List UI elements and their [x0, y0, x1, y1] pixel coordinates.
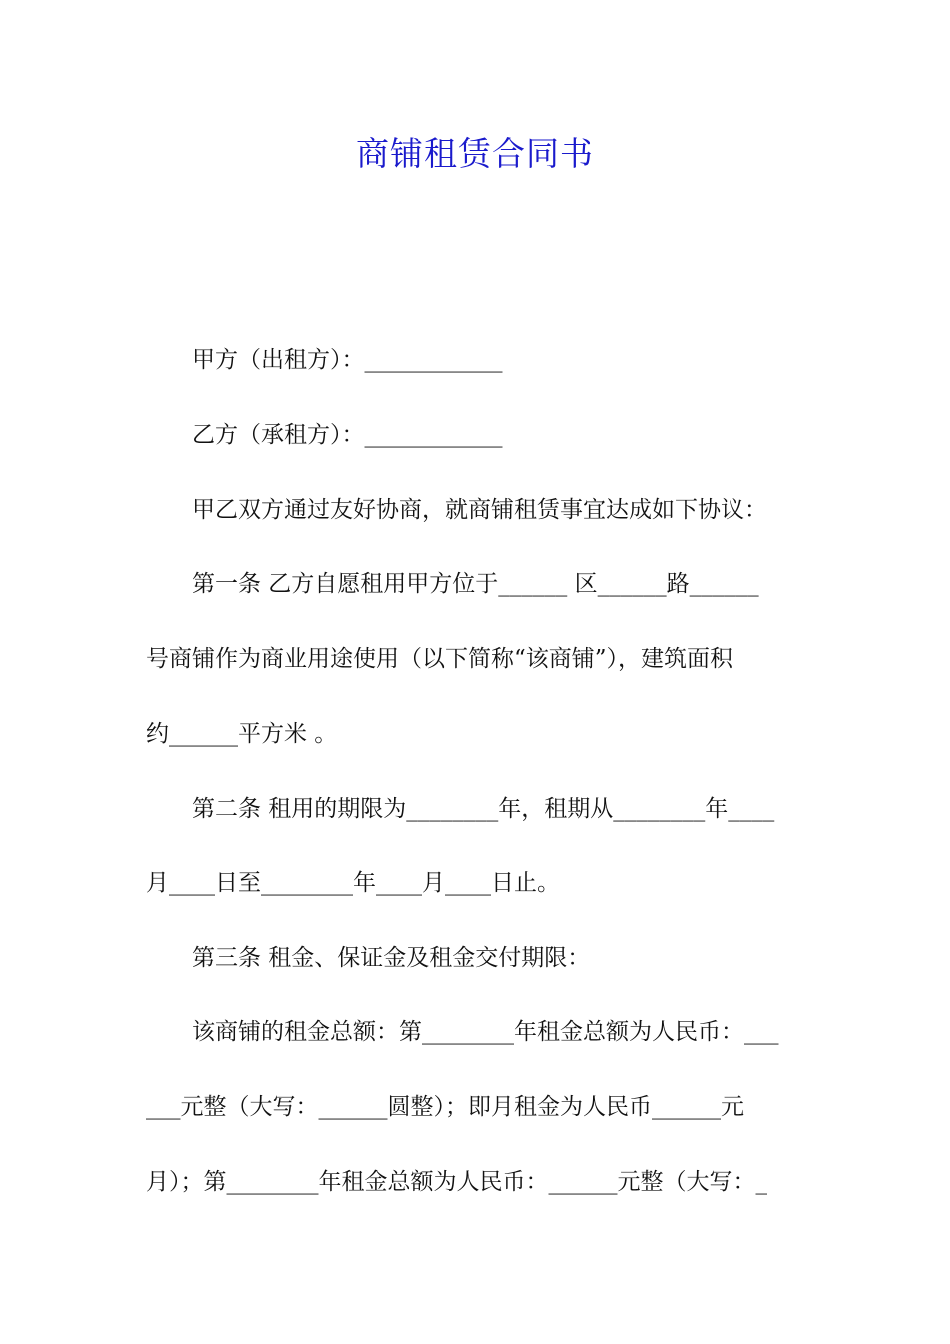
document-title: 商铺租赁合同书 — [356, 134, 594, 173]
rent-total-line-3: 月）；第________年租金总额为人民币：______元整（大写：_ — [146, 1169, 767, 1195]
article-1-line-1: 第一条 乙方自愿租用甲方位于______ 区______路______ — [192, 571, 759, 597]
article-1-line-2: 号商铺作为商业用途使用（以下简称“该商铺”），建筑面积 — [146, 646, 734, 672]
party-a-line: 甲方（出租方）：____________ — [192, 347, 503, 373]
article-2-line-2: 月____日至________年____月____日止。 — [146, 870, 560, 896]
article-1-line-3: 约______平方米 。 — [146, 721, 338, 747]
article-2-line-1: 第二条 租用的期限为________年，租期从________年____ — [192, 796, 775, 822]
party-b-line: 乙方（承租方）：____________ — [192, 422, 503, 448]
agreement-intro-line: 甲乙双方通过友好协商，就商铺租赁事宜达成如下协议： — [192, 497, 767, 523]
rent-total-line-2: ___元整（大写：______圆整）；即月租金为人民币______元 — [146, 1094, 744, 1120]
article-3-heading: 第三条 租金、保证金及租金交付期限： — [192, 945, 591, 971]
rent-total-line-1: 该商铺的租金总额：第________年租金总额为人民币：___ — [192, 1019, 779, 1045]
